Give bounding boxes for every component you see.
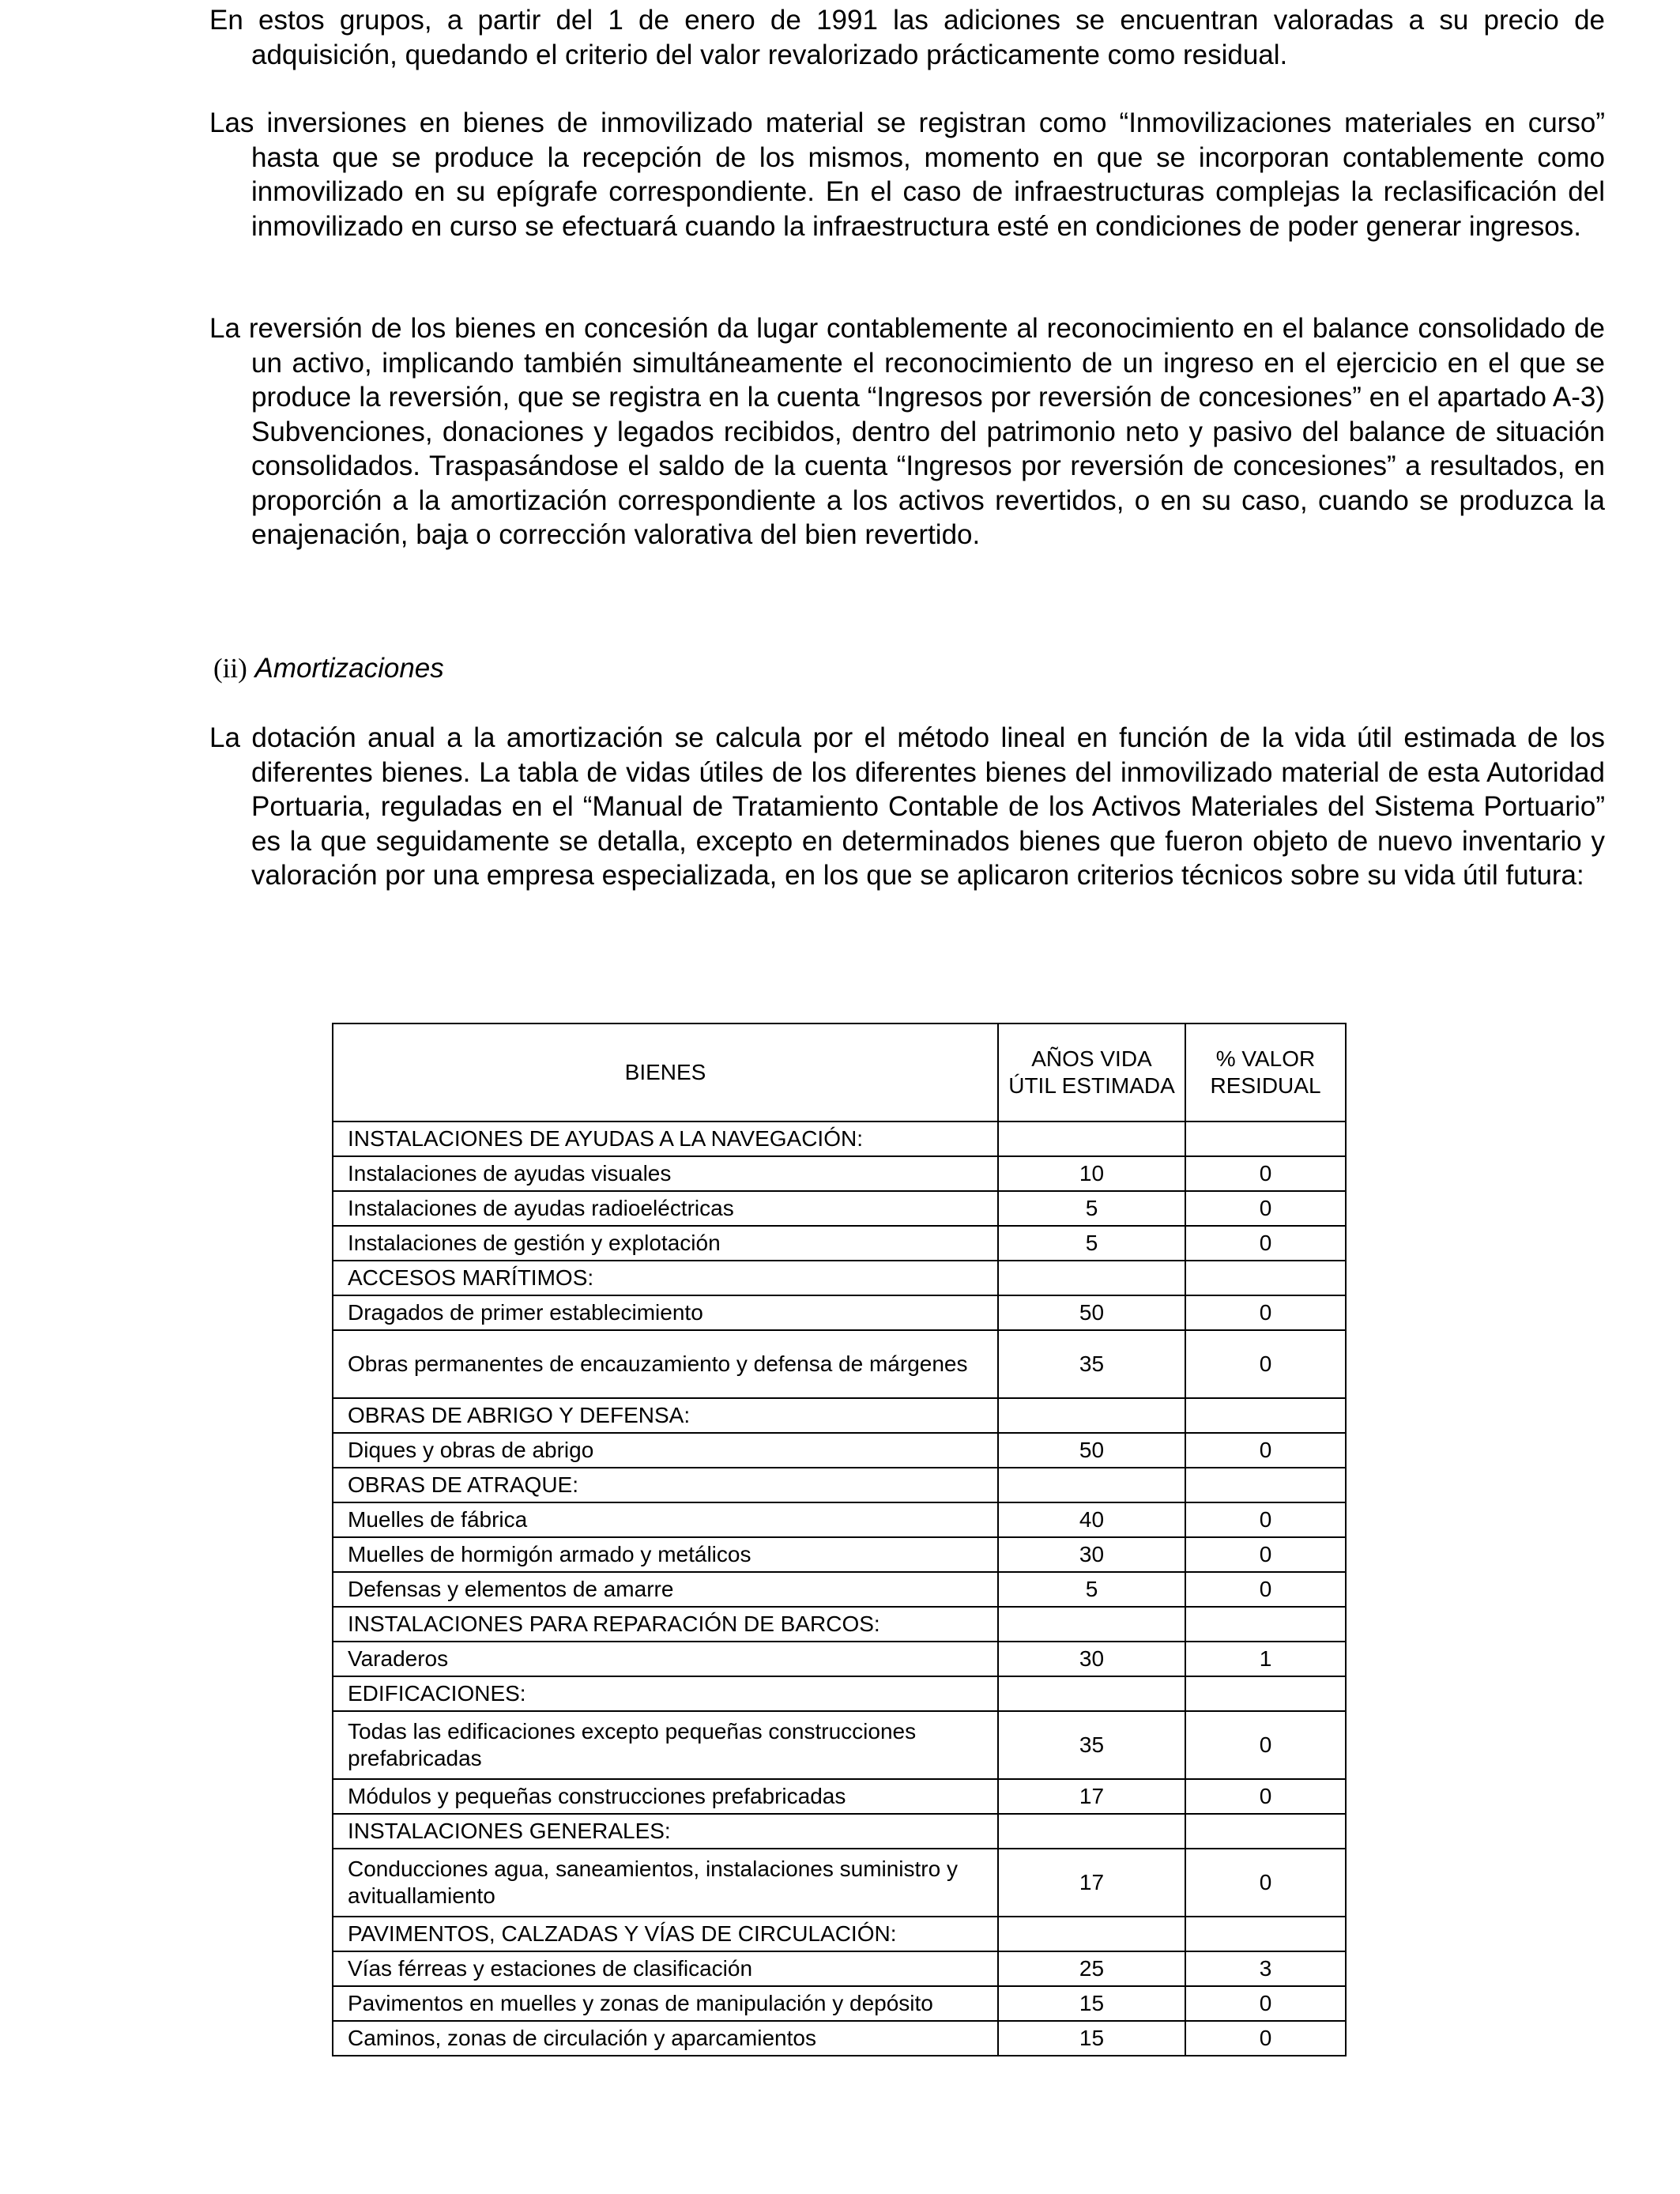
cell-bien: Defensas y elementos de amarre bbox=[333, 1572, 998, 1607]
cell-bien: Muelles de fábrica bbox=[333, 1502, 998, 1537]
cell-bien: Conducciones agua, saneamientos, instalaciones suministro y avituallamiento bbox=[333, 1849, 998, 1917]
table-row bbox=[333, 1849, 1346, 1917]
cell-valor-residual: 0 bbox=[1185, 2021, 1346, 2056]
cell-anos bbox=[998, 1676, 1185, 1711]
cell-valor-residual bbox=[1185, 1468, 1346, 1502]
section-heading bbox=[213, 651, 444, 686]
cell-anos bbox=[998, 1814, 1185, 1849]
cell-valor-residual: 1 bbox=[1185, 1642, 1346, 1676]
table-row bbox=[333, 1226, 1346, 1261]
cell-valor-residual bbox=[1185, 1676, 1346, 1711]
paragraph-valoracion-grupos: En estos grupos, a partir del 1 de enero de 1991 las adiciones se encuentran valoradas a su precio de adquisición, quedando el criterio del valor revalorizado prácticamente como residual. bbox=[209, 5, 1605, 70]
table-row bbox=[333, 1642, 1346, 1676]
table-row bbox=[333, 1814, 1346, 1849]
section-title: Amortizaciones bbox=[254, 653, 444, 684]
cell-anos: 15 bbox=[998, 1986, 1185, 2021]
cell-bien: ACCESOS MARÍTIMOS: bbox=[333, 1261, 998, 1295]
cell-bien: Caminos, zonas de circulación y aparcamientos bbox=[333, 2021, 998, 2056]
cell-valor-residual: 0 bbox=[1185, 1711, 1346, 1779]
table-row bbox=[333, 1711, 1346, 1779]
cell-valor-residual: 3 bbox=[1185, 1951, 1346, 1986]
cell-bien: Instalaciones de ayudas radioeléctricas bbox=[333, 1191, 998, 1226]
cell-valor-residual bbox=[1185, 1122, 1346, 1156]
table-row bbox=[333, 1295, 1346, 1330]
cell-anos bbox=[998, 1607, 1185, 1642]
cell-valor-residual: 0 bbox=[1185, 1986, 1346, 2021]
cell-anos: 40 bbox=[998, 1502, 1185, 1537]
cell-anos: 17 bbox=[998, 1779, 1185, 1814]
table-row bbox=[333, 1156, 1346, 1191]
cell-valor-residual: 0 bbox=[1185, 1295, 1346, 1330]
table-row bbox=[333, 1122, 1346, 1156]
cell-bien: Todas las edificaciones excepto pequeñas construcciones prefabricadas bbox=[333, 1711, 998, 1779]
cell-valor-residual: 0 bbox=[1185, 1226, 1346, 1261]
cell-valor-residual: 0 bbox=[1185, 1502, 1346, 1537]
cell-valor-residual: 0 bbox=[1185, 1156, 1346, 1191]
table-row bbox=[333, 1572, 1346, 1607]
cell-bien: Vías férreas y estaciones de clasificación bbox=[333, 1951, 998, 1986]
cell-anos bbox=[998, 1398, 1185, 1433]
table-row bbox=[333, 1917, 1346, 1951]
cell-anos bbox=[998, 1122, 1185, 1156]
cell-valor-residual bbox=[1185, 1607, 1346, 1642]
cell-bien: INSTALACIONES PARA REPARACIÓN DE BARCOS: bbox=[333, 1607, 998, 1642]
cell-valor-residual: 0 bbox=[1185, 1433, 1346, 1468]
cell-anos: 30 bbox=[998, 1642, 1185, 1676]
cell-bien: Diques y obras de abrigo bbox=[333, 1433, 998, 1468]
cell-anos: 17 bbox=[998, 1849, 1185, 1917]
header-anos-vida-util: AÑOS VIDA ÚTIL ESTIMADA bbox=[998, 1023, 1185, 1122]
cell-bien: Instalaciones de gestión y explotación bbox=[333, 1226, 998, 1261]
vida-util-table bbox=[332, 1023, 1347, 2056]
cell-bien: Módulos y pequeñas construcciones prefabricadas bbox=[333, 1779, 998, 1814]
cell-bien: Pavimentos en muelles y zonas de manipulación y depósito bbox=[333, 1986, 998, 2021]
cell-anos: 50 bbox=[998, 1295, 1185, 1330]
table-row bbox=[333, 1398, 1346, 1433]
table-row bbox=[333, 1468, 1346, 1502]
cell-bien: INSTALACIONES GENERALES: bbox=[333, 1814, 998, 1849]
table-row bbox=[333, 2021, 1346, 2056]
cell-anos: 15 bbox=[998, 2021, 1185, 2056]
header-bienes: BIENES bbox=[333, 1023, 998, 1122]
paragraph-reversion-concesion: La reversión de los bienes en concesión da lugar contablemente al reconocimiento en el balance consolidado de un activo, implicando también simultáneamente el reconocimiento de un ingreso en el ejercicio en el que se produce la reversión, que se registra en la cuenta “Ingresos por reversión de concesiones” en el apartado A-3) Subvenciones, donaciones y legados recibidos, dentro del patrimonio neto y pasivo del balance de situación consolidados. Traspasándose el saldo de la cuenta “Ingresos por reversión de concesiones” a resultados, en proporción a la amortización correspondiente a los activos revertidos, o en su caso, cuando se produzca la enajenación, baja o corrección valorativa del bien revertido. bbox=[209, 313, 1605, 550]
cell-bien: OBRAS DE ATRAQUE: bbox=[333, 1468, 998, 1502]
cell-valor-residual bbox=[1185, 1261, 1346, 1295]
paragraph-dotacion-amortizacion: La dotación anual a la amortización se calcula por el método lineal en función de la vida útil estimada de los diferentes bienes. La tabla de vidas útiles de los diferentes bienes del inmovilizado material de esta Autoridad Portuaria, reguladas en el “Manual de Tratamiento Contable de los Activos Materiales del Sistema Portuario” es la que seguidamente se detalla, excepto en determinados bienes que fueron objeto de nuevo inventario y valoración por una empresa especializada, en los que se aplicaron criterios técnicos sobre su vida útil futura: bbox=[209, 722, 1605, 891]
cell-anos: 50 bbox=[998, 1433, 1185, 1468]
cell-valor-residual: 0 bbox=[1185, 1537, 1346, 1572]
cell-valor-residual: 0 bbox=[1185, 1572, 1346, 1607]
table-body bbox=[333, 1122, 1346, 2056]
table-row bbox=[333, 1676, 1346, 1711]
cell-valor-residual: 0 bbox=[1185, 1779, 1346, 1814]
cell-anos: 5 bbox=[998, 1191, 1185, 1226]
cell-bien: Varaderos bbox=[333, 1642, 998, 1676]
header-valor-residual: % VALOR RESIDUAL bbox=[1185, 1023, 1346, 1122]
cell-bien: EDIFICACIONES: bbox=[333, 1676, 998, 1711]
cell-bien: OBRAS DE ABRIGO Y DEFENSA: bbox=[333, 1398, 998, 1433]
cell-bien: Obras permanentes de encauzamiento y defensa de márgenes bbox=[333, 1330, 998, 1398]
cell-valor-residual bbox=[1185, 1398, 1346, 1433]
cell-bien: PAVIMENTOS, CALZADAS Y VÍAS DE CIRCULACIÓN: bbox=[333, 1917, 998, 1951]
cell-bien: INSTALACIONES DE AYUDAS A LA NAVEGACIÓN: bbox=[333, 1122, 998, 1156]
table-row bbox=[333, 1502, 1346, 1537]
cell-valor-residual: 0 bbox=[1185, 1191, 1346, 1226]
cell-anos: 30 bbox=[998, 1537, 1185, 1572]
cell-valor-residual bbox=[1185, 1814, 1346, 1849]
table-row bbox=[333, 1986, 1346, 2021]
cell-anos: 25 bbox=[998, 1951, 1185, 1986]
cell-anos: 10 bbox=[998, 1156, 1185, 1191]
cell-valor-residual: 0 bbox=[1185, 1849, 1346, 1917]
section-number: (ii) bbox=[213, 653, 247, 684]
table-row bbox=[333, 1330, 1346, 1398]
cell-valor-residual bbox=[1185, 1917, 1346, 1951]
table-row bbox=[333, 1779, 1346, 1814]
paragraph-inmovilizaciones-curso: Las inversiones en bienes de inmovilizado material se registran como “Inmovilizaciones materiales en curso” hasta que se produce la recepción de los mismos, momento en que se incorporan contablemente como inmovilizado en su epígrafe correspondiente. En el caso de infraestructuras complejas la reclasificación del inmovilizado en curso se efectuará cuando la infraestructura esté en condiciones de poder generar ingresos. bbox=[209, 107, 1605, 242]
table-row bbox=[333, 1433, 1346, 1468]
table-row bbox=[333, 1261, 1346, 1295]
cell-anos bbox=[998, 1917, 1185, 1951]
cell-bien: Dragados de primer establecimiento bbox=[333, 1295, 998, 1330]
cell-valor-residual: 0 bbox=[1185, 1330, 1346, 1398]
cell-anos bbox=[998, 1468, 1185, 1502]
table-row bbox=[333, 1191, 1346, 1226]
cell-bien: Instalaciones de ayudas visuales bbox=[333, 1156, 998, 1191]
cell-anos: 5 bbox=[998, 1572, 1185, 1607]
table-row bbox=[333, 1951, 1346, 1986]
cell-anos bbox=[998, 1261, 1185, 1295]
cell-anos: 5 bbox=[998, 1226, 1185, 1261]
cell-anos: 35 bbox=[998, 1330, 1185, 1398]
table-header-row bbox=[333, 1023, 1346, 1122]
table-row bbox=[333, 1607, 1346, 1642]
table-row bbox=[333, 1537, 1346, 1572]
cell-bien: Muelles de hormigón armado y metálicos bbox=[333, 1537, 998, 1572]
cell-anos: 35 bbox=[998, 1711, 1185, 1779]
